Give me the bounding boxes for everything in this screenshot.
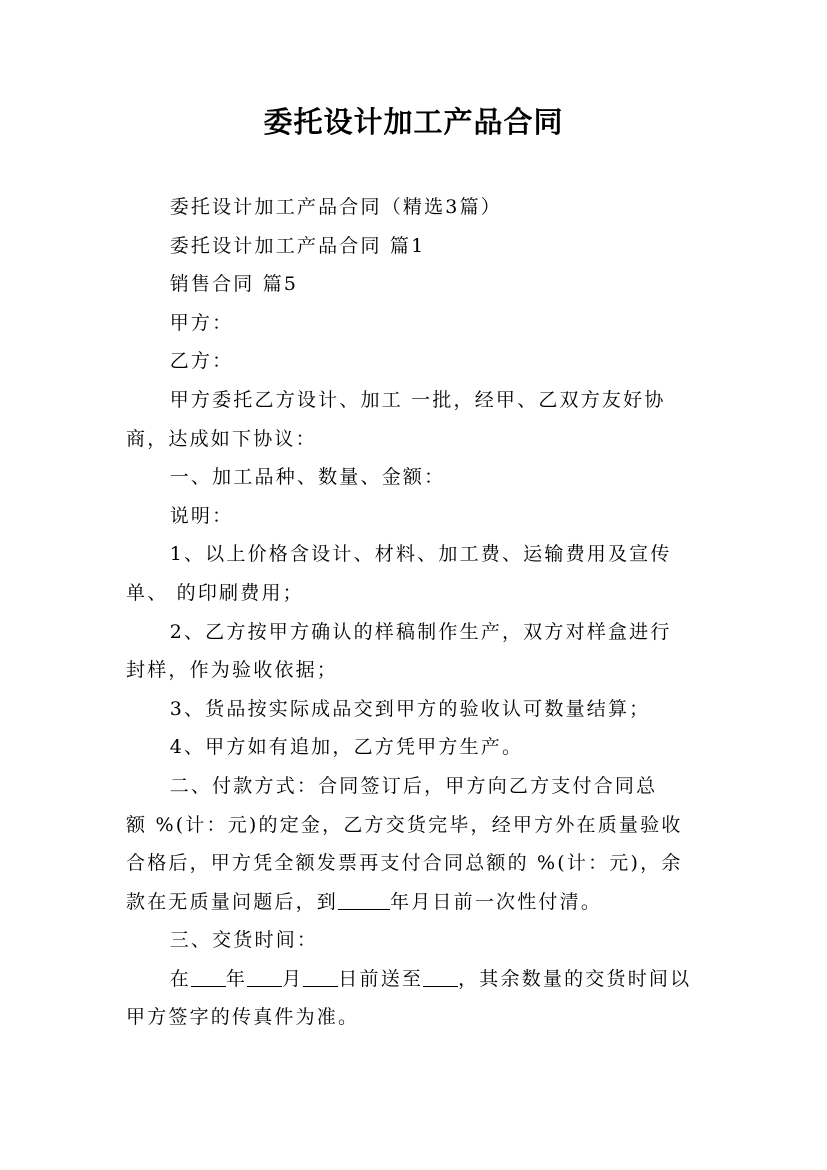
paragraph-section-two-payment — [126, 767, 702, 921]
fill-in-blank — [423, 967, 458, 987]
text-fragment: ，其余数量的交货时间以 — [458, 967, 692, 990]
paragraph-heading-selection — [126, 188, 702, 227]
paragraph-text: 乙方： — [169, 350, 234, 373]
fill-in-blank — [247, 967, 282, 987]
paragraph-text: 3、货品按实际成品交到甲方的验收认可数量结算； — [169, 697, 651, 720]
paragraph-line: 封样，作为验收依据； — [126, 659, 339, 682]
paragraph-explanation — [126, 497, 702, 536]
fill-in-blank — [191, 967, 226, 987]
paragraph-text: 委托设计加工产品合同（精选3篇） — [169, 196, 502, 218]
paragraph-line: 甲方签字的传真件为准。 — [126, 1006, 360, 1029]
paragraph-party-a — [126, 304, 702, 343]
fill-in-blank — [303, 967, 338, 987]
paragraph-item-1 — [126, 535, 702, 612]
document-title: 委托设计加工产品合同 — [263, 105, 564, 139]
paragraph-heading-sales-contract — [126, 265, 702, 304]
text-fragment: 年 — [225, 967, 248, 990]
paragraph-line: 1、以上价格含设计、材料、加工费、运输费用及宣传 — [169, 543, 672, 566]
paragraph-party-b — [126, 342, 702, 381]
text-fragment: 款在无质量问题后，到 — [126, 890, 339, 913]
paragraph-line: 甲方委托乙方设计、加工 一批，经甲、乙双方友好协 — [169, 388, 666, 411]
paragraph-entrustment — [126, 381, 702, 458]
paragraph-text: 一、加工品种、数量、金额： — [169, 466, 446, 489]
paragraph-heading-article — [126, 227, 702, 266]
paragraph-item-2 — [126, 613, 702, 690]
paragraph-text: 销售合同 篇5 — [169, 273, 299, 296]
paragraph-line: 单、 的印刷费用； — [126, 581, 304, 604]
paragraph-line — [126, 960, 702, 999]
text-fragment: 年月日前一次性付清。 — [390, 890, 603, 913]
paragraph-item-3 — [126, 690, 702, 729]
paragraph-line: 额 %(计：元)的定金，乙方交货完毕，经甲方外在质量验收 — [126, 813, 683, 836]
paragraph-delivery-time — [126, 960, 702, 1037]
paragraph-line — [126, 883, 702, 922]
text-fragment: 月 — [282, 967, 304, 990]
paragraph-text: 委托设计加工产品合同 篇1 — [169, 234, 426, 257]
paragraph-line: 合格后，甲方凭全额发票再支付合同总额的 %(计：元)，余 — [126, 852, 683, 875]
paragraph-text: 三、交货时间： — [169, 929, 319, 952]
text-fragment: 日前送至 — [338, 967, 424, 990]
paragraph-section-one — [126, 458, 702, 497]
paragraph-line: 商，达成如下协议： — [126, 427, 317, 450]
paragraph-text: 说明： — [169, 504, 234, 527]
paragraph-text: 4、甲方如有追加，乙方凭甲方生产。 — [169, 736, 524, 759]
paragraph-line: 二、付款方式：合同签订后，甲方向乙方支付合同总 — [169, 774, 658, 797]
text-fragment: 在 — [169, 967, 191, 990]
paragraph-item-4 — [126, 728, 702, 767]
paragraph-text: 甲方： — [169, 311, 234, 334]
paragraph-line: 2、乙方按甲方确认的样稿制作生产，双方对样盒进行 — [169, 620, 672, 643]
fill-in-blank — [338, 890, 390, 910]
paragraph-section-three — [126, 921, 702, 960]
document-body — [126, 188, 702, 1037]
